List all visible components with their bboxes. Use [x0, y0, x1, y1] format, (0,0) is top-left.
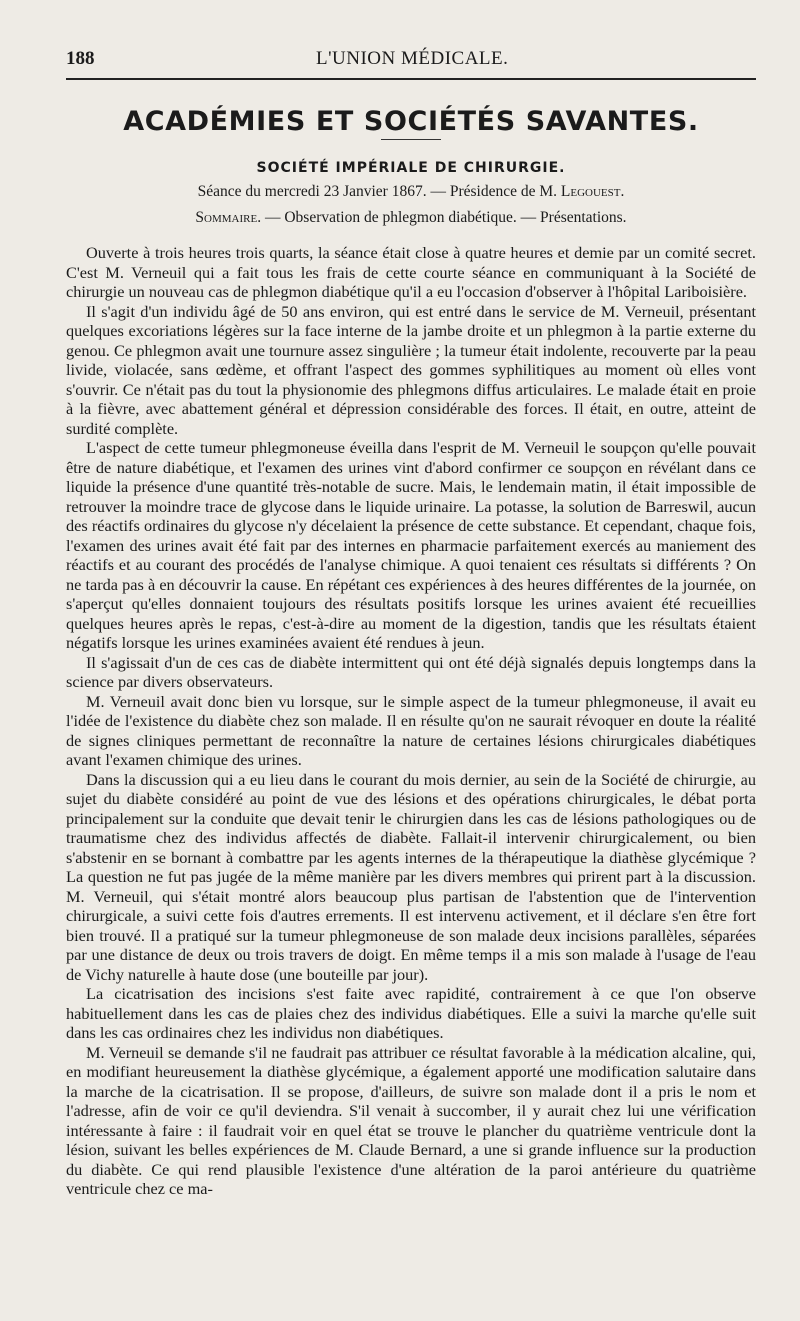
paragraph: Il s'agit d'un individu âgé de 50 ans environ, qui est entré dans le service de M. Verneuil, présentant quelques excoriations légères sur la face interne de la jambe droite et un phlegmon à la partie externe du genou. Ce phlegmon avait une tournure assez singulière ; la tumeur était indolente, recouverte par la peau livide, violacée, sans œdème, et offrant l'aspect des gommes syphilitiques au moment où elles vont s'ouvrir. Ce n'était pas du tout la physionomie des phlegmons diffus articulaires. Le malade était en proie à la fièvre, avec abattement général et dépression considérable des forces. Il était, en outre, atteint de surdité complète. — [66, 301, 756, 438]
summary-text: — Observation de phlegmon diabétique. — Présentations. — [261, 209, 627, 226]
page-number: 188 — [66, 48, 95, 69]
session-line — [66, 183, 756, 201]
section-title: ACADÉMIES ET SOCIÉTÉS SAVANTES. — [123, 106, 699, 137]
summary-line — [66, 209, 756, 227]
running-head — [66, 46, 756, 76]
paragraph: La cicatrisation des incisions s'est faite avec rapidité, contrairement à ce que l'on observe habituellement dans les cas de plaies chez des individus diabétiques. Elle a suivi la marche qu'elle suit dans les cas ordinaires chez les individus non diabétiques. — [66, 984, 756, 1042]
title-rule — [381, 139, 441, 140]
article-body — [66, 243, 756, 1199]
session-president: Legouest. — [560, 183, 625, 200]
session-text: Séance du mercredi 23 Janvier 1867. — Présidence de M. — [197, 183, 561, 200]
paragraph: Ouverte à trois heures trois quarts, la séance était close à quatre heures et demie par un comité secret. C'est M. Verneuil qui a fait tous les frais de cette courte séance en communiquant à la Société de chirurgie un nouveau cas de phlegmon diabétique qu'il a eu l'occasion d'observer à l'hôpital Lariboisière. — [66, 243, 756, 301]
paragraph: Dans la discussion qui a eu lieu dans le courant du mois dernier, au sein de la Société de chirurgie, au sujet du diabète considéré au point de vue des lésions et des opérations chirurgicales, le débat porta principalement sur la conduite que devait tenir le chirurgien dans les cas de lésions pathologiques ou de traumatisme chez des individus affectés de diabète. Fallait-il intervenir chirurgicalement, ou bien s'abstenir en se bornant à combattre par les agents internes de la thérapeutique la diathèse glycémique ? La question ne fut pas jugée de la même manière par les divers membres qui prirent part à la discussion. M. Verneuil, qui s'était montré alors beaucoup plus partisan de l'abstention que de l'intervention chirurgicale, a suivi cette fois d'autres errements. Il est intervenu activement, et il déclare s'en être fort bien trouvé. Il a pratiqué sur la tumeur phlegmoneuse de son malade deux incisions parallèles, séparées par une distance de deux ou trois travers de doigt. En même temps il a mis son malade à l'usage de l'eau de Vichy naturelle à haute dose (une bouteille par jour). — [66, 769, 756, 984]
society-name: SOCIÉTÉ IMPÉRIALE DE CHIRURGIE. — [256, 160, 566, 176]
header-rule — [66, 78, 756, 80]
paragraph: M. Verneuil se demande s'il ne faudrait pas attribuer ce résultat favorable à la médication alcaline, qui, en modifiant heureusement la diathèse glycémique, a également apporté une modification salutaire dans la marche de la cicatrisation. Il se propose, d'ailleurs, de suivre son malade dont il a pris le nom et l'adresse, afin de voir ce qu'il deviendra. S'il venait à succomber, il y aurait chez lui une vérification intéressante à faire : il faudrait voir en quel état se trouve le plancher du quatrième ventricule dont la lésion, suivant les belles expériences de M. Claude Bernard, a une si grande influence sur la production du diabète. Ce qui rend plausible l'existence d'une altération de la paroi antérieure du quatrième ventricule chez ce ma- — [66, 1042, 756, 1198]
summary-label: Sommaire. — [195, 209, 262, 226]
paragraph: L'aspect de cette tumeur phlegmoneuse éveilla dans l'esprit de M. Verneuil le soupçon qu'elle pouvait être de nature diabétique, et l'examen des urines vint d'abord confirmer ce soupçon en révélant dans ce liquide la présence d'une quantité très-notable de sucre. Mais, le lendemain matin, il était impossible de retrouver la moindre trace de glycose dans le liquide urinaire. La potasse, la solution de Barreswil, aucun des réactifs ordinaires du glycose n'y décelaient la présence de cette substance. Et cependant, chaque fois, l'examen des urines avait été fait par des internes en pharmacie parfaitement exercés au maniement des réactifs et au courant des procédés de l'analyse chimique. A quoi tenaient ces résultats si différents ? On ne tarda pas à en découvrir la cause. En répétant ces expériences à des heures différentes de la journée, on s'aperçut qu'elles donnaient toujours des résultats positifs lorsque les urines avaient été recueillies quelques heures après le repas, c'est-à-dire au moment de la digestion, tandis que les résultats étaient négatifs lorsque les urines examinées avaient été rendues à jeun. — [66, 438, 756, 652]
paragraph: M. Verneuil avait donc bien vu lorsque, sur le simple aspect de la tumeur phlegmoneuse, il avait eu l'idée de l'existence du diabète chez son malade. Il en résulte qu'on ne saurait révoquer en doute la réalité de signes cliniques permettant de reconnaître la nature de certaines lésions chirurgicales diabétiques avant l'examen chimique des urines. — [66, 691, 756, 769]
journal-name: L'UNION MÉDICALE. — [316, 48, 509, 69]
paragraph: Il s'agissait d'un de ces cas de diabète intermittent qui ont été déjà signalés depuis longtemps dans la science par divers observateurs. — [66, 652, 756, 691]
